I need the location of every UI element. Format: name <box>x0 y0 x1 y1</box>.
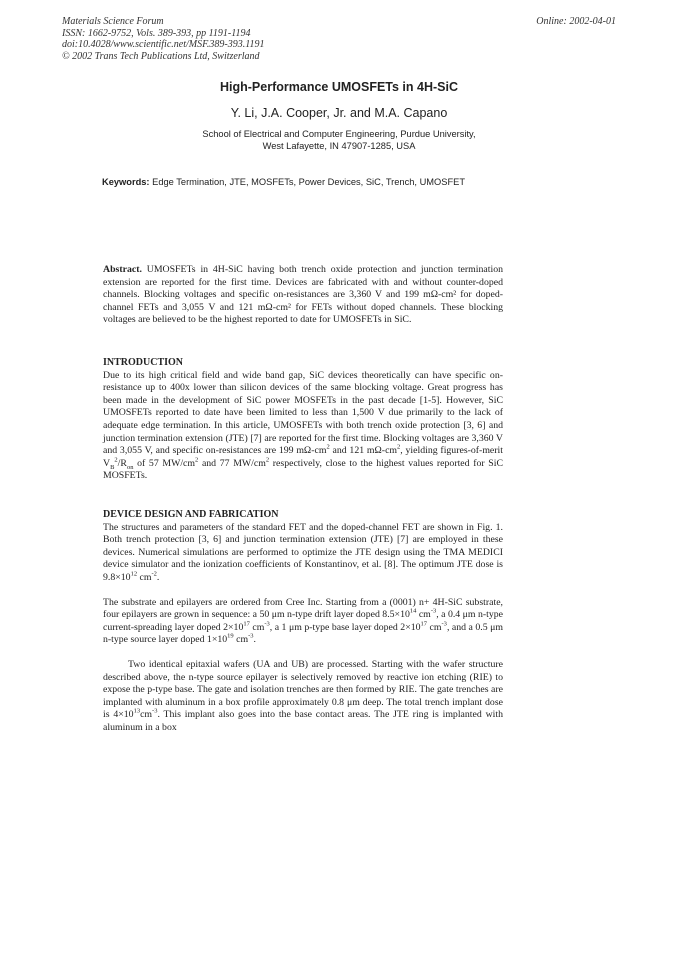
journal-name: Materials Science Forum <box>62 16 164 27</box>
issn-line: ISSN: 1662-9752, Vols. 389-393, pp 1191-1194 <box>62 27 251 39</box>
paper-title: High-Performance UMOSFETs in 4H-SiC <box>220 80 458 94</box>
device-paragraph-3: Two identical epitaxial wafers (UA and UB) are processed. Starting with the wafer structure described above, the n-type source epilayer is selectively removed by reactive ion etching (RIE) to expose the p-type base. The gate and isolation trenches are then formed by RIE. The gate trenches are implanted with aluminum in a box profile approximately 0.8 μm deep. The total trench implant dose is $4\times 10^{13}cm^{-3}$. This implant also goes into the base contact areas. The JTE ring is implanted with aluminum in a box <box>103 658 503 733</box>
device-section <box>103 509 503 735</box>
authors: Y. Li, J.A. Cooper, Jr. and M.A. Capano <box>230 106 448 120</box>
introduction-heading: INTRODUCTION <box>103 357 184 368</box>
abstract-text: UMOSFETs in 4H-SiC having both trench oxide protection and junction termination extension are reported for the first time. Devices are fabricated with and without counter-doped channels. Blocking voltages and specific on-resistances are 3,360 V and 199 mΩ-cm² for doped-channel FETs and 3,055 V and 121 mΩ-cm² for FETs without doped channels. These blocking voltages are believed to be the highest reported to date for UMOSFETs in SiC. <box>103 264 503 326</box>
keywords-label: Keywords: <box>102 177 150 187</box>
affiliation-line-1: School of Electrical and Computer Engineering, Purdue University, <box>202 129 476 139</box>
keywords-text: Edge Termination, JTE, MOSFETs, Power Devices, SiC, Trench, UMOSFET <box>152 177 466 187</box>
introduction-text: Due to its high critical field and wide band gap, SiC devices theoretically can have specific on-resistance up to 400x lower than silicon devices of the same blocking voltage. Great progress has been made in the development of SiC power MOSFETs in the past decade [1-5]. However, SiC UMOSFETs reported to date have been limited to less than 1,500 V due primarily to the lack of adequate edge termination. In this article, UMOSFETs with both trench oxide protection [3, 6] and junction termination extension (JTE) [7] are reported for the first time. Blocking voltages are 3,360 V and 3,055 V, and specific on-resistances are 199 $m\Omega-cm^2$ and 121 $m\Omega-cm^2$, yielding figures-of-merit $V_B^2/R_{on}$ of 57 $MW/cm^2$ and 77 $MW/cm^2$ respectively, close to the highest values reported for SiC MOSFETs. <box>103 369 503 482</box>
doi-line: doi:10.4028/www.scientific.net/MSF.389-393.1191 <box>62 39 265 50</box>
journal-header <box>62 16 265 62</box>
device-heading: DEVICE DESIGN AND FABRICATION <box>103 509 279 520</box>
abstract-label: Abstract. <box>103 264 142 275</box>
keywords <box>102 177 582 187</box>
introduction-section <box>103 357 503 483</box>
affiliation <box>0 129 678 152</box>
online-date: Online: 2002-04-01 <box>536 16 616 27</box>
copyright-line: © 2002 Trans Tech Publications Ltd, Switzerland <box>62 50 260 62</box>
device-paragraph-1: The structures and parameters of the standard FET and the doped-channel FET are shown in Fig. 1. Both trench protection [3, 6] and junction termination extension (JTE) [7] are employed in these devices. Numerical simulations are performed to optimize the JTE design using the TMA MEDICI device simulator and the ionization coefficients of Konstantinov, et al. [8]. The optimum JTE dose is $9.8\times 10^{12}$ $cm^{-2}$. <box>103 521 503 583</box>
affiliation-line-2: West Lafayette, IN 47907-1285, USA <box>262 140 416 151</box>
device-paragraph-2: The substrate and epilayers are ordered from Cree Inc. Starting from a (0001) n+ 4H-SiC substrate, four epilayers are grown in sequence: a 50 μm n-type drift layer doped $8.5\times 10^{14}$ $cm^{-3}$, a 0.4 μm n-type current-spreading layer doped $2\times 10^{17}$ $cm^{-3}$, a 1 μm p-type base layer doped $2\times 10^{17}$ $cm^{-3}$, and a 0.5 μm n-type source layer doped $1\times 10^{19}$ $cm^{-3}$. <box>103 596 504 646</box>
abstract <box>103 264 503 327</box>
